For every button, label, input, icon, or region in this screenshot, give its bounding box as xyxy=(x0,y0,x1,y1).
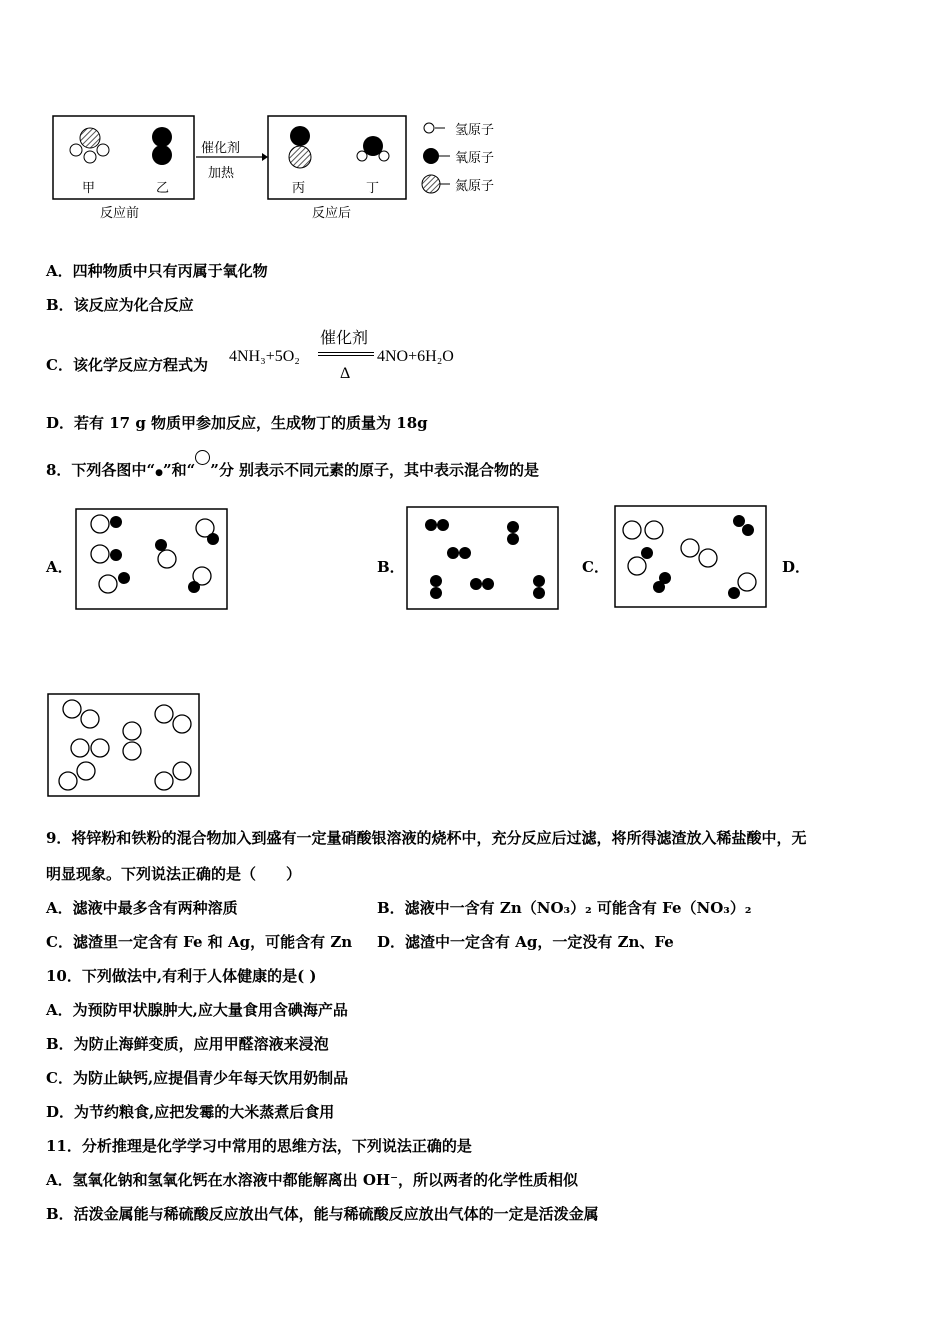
q10-option-a: A．为预防甲状腺肿大,应大量食用含碘海产品 xyxy=(46,1001,348,1019)
black-dot-symbol: ● xyxy=(155,468,163,478)
before-box xyxy=(53,116,194,199)
q7-option-c-prefix: C．该化学反应方程式为 xyxy=(46,356,208,374)
label-yi: 乙 xyxy=(156,181,170,196)
hydrogen-atom xyxy=(70,144,82,156)
oxygen-atom xyxy=(152,127,172,147)
q8-option-d-label: D． xyxy=(782,558,811,576)
q8-option-b-label: B． xyxy=(377,558,405,576)
q10-stem: 10．下列做法中,有利于人体健康的是( ) xyxy=(46,967,317,985)
q11-option-b: B．活泼金属能与稀硫酸反应放出气体，能与稀硫酸反应放出气体的一定是活泼金属 xyxy=(46,1205,599,1223)
equation-left: 4NH₃+5O₂ xyxy=(229,348,300,365)
q9-option-d: D．滤渣中一定含有 Ag，一定没有 Zn、Fe xyxy=(377,933,674,951)
q10-option-b: B．为防止海鲜变质，应用甲醛溶液来浸泡 xyxy=(46,1035,329,1053)
legend-hydrogen: 氢原子 xyxy=(455,123,495,138)
q7-option-a: A．四种物质中只有丙属于氧化物 xyxy=(46,262,268,280)
reaction-diagram xyxy=(0,0,950,230)
q8-figure-c xyxy=(614,505,767,608)
nitrogen-legend-icon xyxy=(422,175,440,193)
q9-stem-line2: 明显现象。下列说法正确的是（ ） xyxy=(46,865,302,883)
hydrogen-atom xyxy=(357,151,367,161)
q9-option-a: A．滤液中最多含有两种溶质 xyxy=(46,899,238,917)
equation-condition-bottom: Δ xyxy=(340,365,351,382)
q8-figure-d xyxy=(47,693,200,797)
q7-option-b: B．该反应为化合反应 xyxy=(46,296,194,314)
legend-nitrogen: 氮原子 xyxy=(455,179,495,194)
hydrogen-atom xyxy=(379,151,389,161)
oxygen-atom xyxy=(152,145,172,165)
before-label: 反应前 xyxy=(100,206,140,221)
legend-oxygen: 氧原子 xyxy=(455,151,495,166)
nitrogen-atom xyxy=(289,146,311,168)
equation-right: 4NO+6H₂O xyxy=(377,348,454,365)
q8-stem: 8．下列各图中“●”和“ ”分 别表示不同元素的原子，其中表示混合物的是 xyxy=(46,460,539,483)
q10-option-c: C．为防止缺钙,应提倡青少年每天饮用奶制品 xyxy=(46,1069,349,1087)
label-ding: 丁 xyxy=(366,181,380,196)
hydrogen-atom xyxy=(84,151,96,163)
hydrogen-legend-icon xyxy=(424,123,434,133)
label-bing: 丙 xyxy=(292,181,306,196)
arrow-condition-top: 催化剂 xyxy=(201,141,241,156)
q8-figure-b xyxy=(406,506,559,610)
nitrogen-atom xyxy=(80,128,100,148)
q8-option-c-label: C． xyxy=(582,558,609,576)
q8-figure-a xyxy=(75,508,228,610)
arrow-condition-bottom: 加热 xyxy=(208,166,235,181)
after-label: 反应后 xyxy=(312,206,352,221)
q11-option-a: A．氢氧化钠和氢氧化钙在水溶液中都能解离出 OH⁻，所以两者的化学性质相似 xyxy=(46,1171,579,1189)
q8-option-a-label: A． xyxy=(46,558,73,576)
open-circle-symbol xyxy=(195,450,210,465)
q7-option-d: D．若有 17 g 物质甲参加反应，生成物丁的质量为 18g xyxy=(46,414,428,432)
q9-stem-line1: 9．将锌粉和铁粉的混合物加入到盛有一定量硝酸银溶液的烧杯中，充分反应后过滤，将所得滤渣放入稀盐酸中，无 xyxy=(46,829,807,847)
q11-stem: 11．分析推理是化学学习中常用的思维方法，下列说法正确的是 xyxy=(46,1137,472,1155)
oxygen-atom xyxy=(290,126,310,146)
oxygen-legend-icon xyxy=(423,148,439,164)
q9-option-c: C．滤渣里一定含有 Fe 和 Ag，可能含有 Zn xyxy=(46,933,353,951)
q9-option-b: B．滤液中一含有 Zn（NO₃）₂ 可能含有 Fe（NO₃）₂ xyxy=(377,899,752,917)
hydrogen-atom xyxy=(97,144,109,156)
q10-option-d: D．为节约粮食,应把发霉的大米蒸煮后食用 xyxy=(46,1103,335,1121)
equation-condition-top: 催化剂 xyxy=(320,330,369,347)
label-jia: 甲 xyxy=(82,181,96,196)
equation-arrow xyxy=(318,352,374,356)
